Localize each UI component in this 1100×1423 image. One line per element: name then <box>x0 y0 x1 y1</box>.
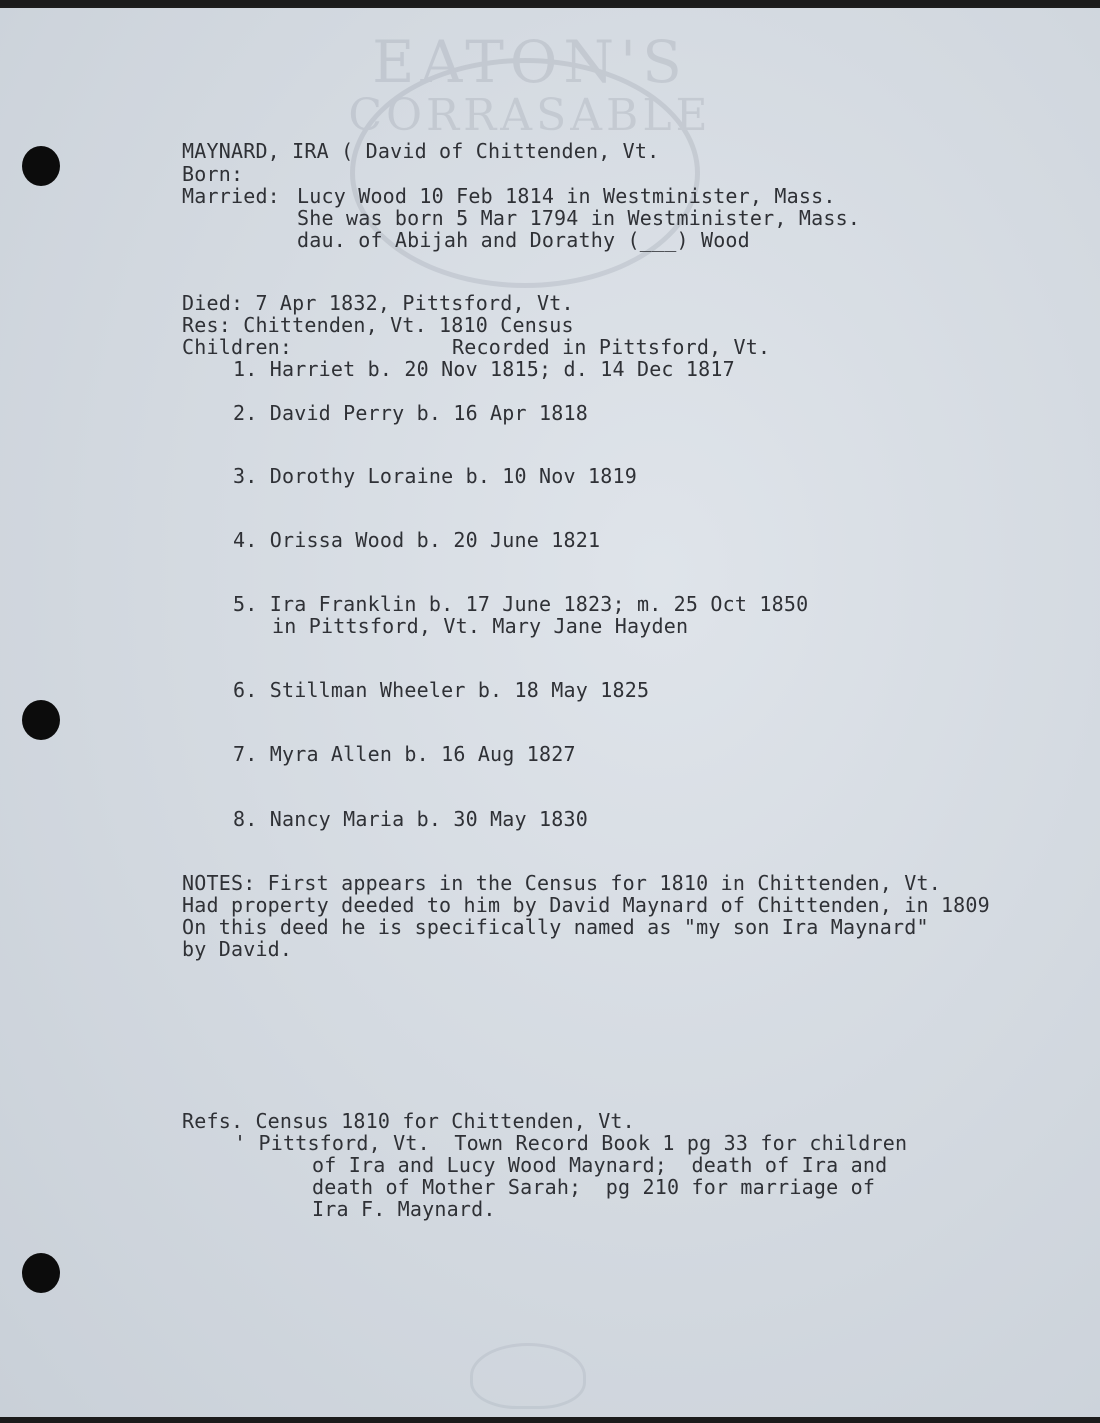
punch-hole-bottom <box>22 1253 60 1293</box>
scan-edge-bottom <box>0 1417 1100 1423</box>
married-line-2: She was born 5 Mar 1794 in Westminister, Mass. <box>297 206 861 230</box>
child-item: 4. Orissa Wood b. 20 June 1821 <box>233 528 601 552</box>
scan-edge-top <box>0 0 1100 6</box>
document-page <box>0 6 1100 1419</box>
born-label: Born: <box>182 162 244 186</box>
refs-line: of Ira and Lucy Wood Maynard; death of Ira and <box>312 1153 888 1177</box>
married-label: Married: <box>182 184 280 208</box>
refs-line: death of Mother Sarah; pg 210 for marriage of <box>312 1175 876 1199</box>
died-line: Died: 7 Apr 1832, Pittsford, Vt. <box>182 291 574 315</box>
married-line-3: dau. of Abijah and Dorathy (___) Wood <box>297 228 750 252</box>
notes-line: Had property deeded to him by David Maynard of Chittenden, in 1809 <box>182 893 990 917</box>
child-item: 5. Ira Franklin b. 17 June 1823; m. 25 Oct 1850 <box>233 592 809 616</box>
bottom-watermark <box>470 1343 586 1409</box>
record-heading: MAYNARD, IRA ( David of Chittenden, Vt. <box>182 139 660 163</box>
child-item: 1. Harriet b. 20 Nov 1815; d. 14 Dec 1817 <box>233 357 735 381</box>
refs-line: Refs. Census 1810 for Chittenden, Vt. <box>182 1109 635 1133</box>
notes-line: On this deed he is specifically named as "my son Ira Maynard" <box>182 915 929 939</box>
child-item: 2. David Perry b. 16 Apr 1818 <box>233 401 588 425</box>
residence-line: Res: Chittenden, Vt. 1810 Census <box>182 313 574 337</box>
recorded-note: Recorded in Pittsford, Vt. <box>452 335 771 359</box>
watermark-ring <box>350 58 700 288</box>
watermark-brand: EATON'S <box>372 28 688 96</box>
child-item-continuation: in Pittsford, Vt. Mary Jane Hayden <box>272 614 689 638</box>
children-label: Children: <box>182 335 293 359</box>
watermark-product: CORRASABLE <box>348 90 712 141</box>
child-item: 7. Myra Allen b. 16 Aug 1827 <box>233 742 576 766</box>
punch-hole-middle <box>22 700 60 740</box>
notes-line: by David. <box>182 937 293 961</box>
child-item: 3. Dorothy Loraine b. 10 Nov 1819 <box>233 464 637 488</box>
child-item: 6. Stillman Wheeler b. 18 May 1825 <box>233 678 650 702</box>
refs-line: ' Pittsford, Vt. Town Record Book 1 pg 33 for children <box>234 1131 908 1155</box>
notes-line: NOTES: First appears in the Census for 1810 in Chittenden, Vt. <box>182 871 941 895</box>
child-item: 8. Nancy Maria b. 30 May 1830 <box>233 807 588 831</box>
punch-hole-top <box>22 146 60 186</box>
paper-watermark <box>330 28 730 328</box>
refs-line: Ira F. Maynard. <box>312 1197 496 1221</box>
married-line-1: Lucy Wood 10 Feb 1814 in Westminister, Mass. <box>297 184 836 208</box>
